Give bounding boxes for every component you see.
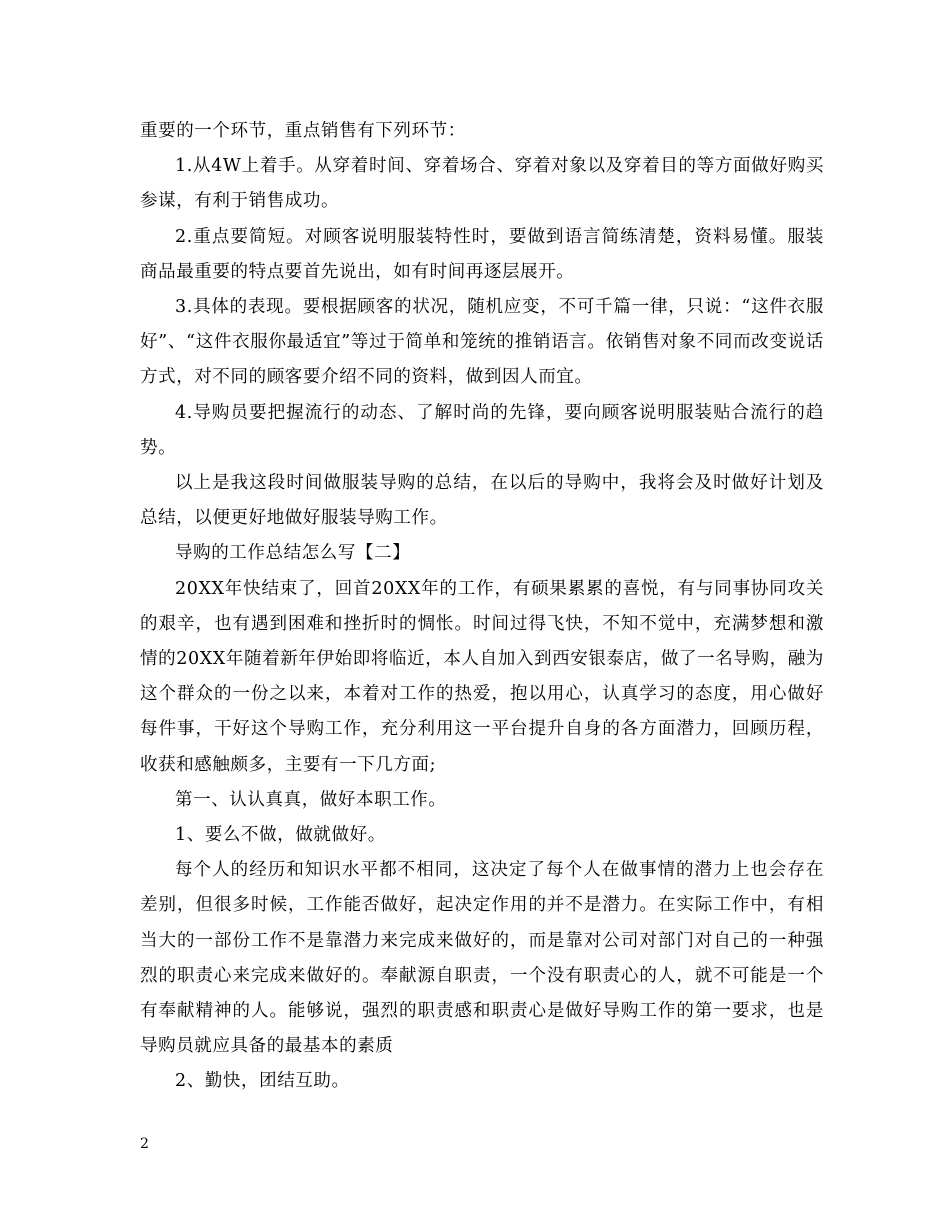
paragraph-responsibility: 每个人的经历和知识水平都不相同，这决定了每个人在做事情的潜力上也会存在差别，但很多时候，工作能否做好，起决定作用的并不是潜力。在实际工作中，有相当大的一部份工作不是靠潜力来完成来做好的，而是靠对公司对部门对自己的一种强烈的职责心来完成来做好的。奉献源自职责，一个没有职责心的人，就不可能是一个有奉献精神的人。能够说，强烈的职责感和职责心是做好导购工作的第一要求，也是导购员就应具备的最基本的素质 [140, 860, 824, 1057]
paragraph-intro: 20XX年快结束了，回首20XX年的工作，有硕果累累的喜悦，有与同事协同攻关的艰辛，也有遇到困难和挫折时的惆怅。时间过得飞快，不知不觉中，充满梦想和激情的20XX年随着新年伊始即将临近，本人自加入到西安银泰店，做了一名导购，融为这个群众的一份之以来，本着对工作的热爱，抱以用心，认真学习的态度，用心做好每件事，干好这个导购工作，充分利用这一平台提升自身的各方面潜力，回顾历程，收获和感触颇多，主要有一下几方面; [140, 578, 824, 775]
point-heading-2: 2、勤快，团结互助。 [175, 1071, 350, 1092]
paragraph-item-4: 4.导购员要把握流行的动态、了解时尚的先锋，要向顾客说明服装贴合流行的趋势。 [140, 402, 824, 458]
paragraph-item-1: 1.从4W上着手。从穿着时间、穿着场合、穿着对象以及穿着目的等方面做好购买参谋，有利于销售成功。 [140, 156, 824, 212]
point-heading-1: 1、要么不做，做就做好。 [175, 825, 386, 846]
paragraph-summary: 以上是我这段时间做服装导购的总结，在以后的导购中，我将会及时做好计划及总结，以便更好地做好服装导购工作。 [140, 473, 824, 529]
subsection-heading-first: 第一、认认真真，做好本职工作。 [175, 789, 447, 810]
paragraph-item-3: 3.具体的表现。要根据顾客的状况，随机应变，不可千篇一律，只说：“这件衣服好”、“这件衣服你最适宜”等过于简单和笼统的推销语言。依销售对象不同而改变说话方式，对不同的顾客要介绍不同的资料，做到因人而宜。 [140, 297, 824, 388]
document-body [140, 114, 824, 1100]
page-number: 2 [140, 1136, 149, 1152]
section-heading: 导购的工作总结怎么写【二】 [175, 543, 411, 564]
paragraph-item-2: 2.重点要简短。对顾客说明服装特性时，要做到语言简练清楚，资料易懂。服装商品最重要的特点要首先说出，如有时间再逐层展开。 [140, 226, 824, 282]
paragraph-continuation: 重要的一个环节，重点销售有下列环节： [140, 121, 466, 141]
